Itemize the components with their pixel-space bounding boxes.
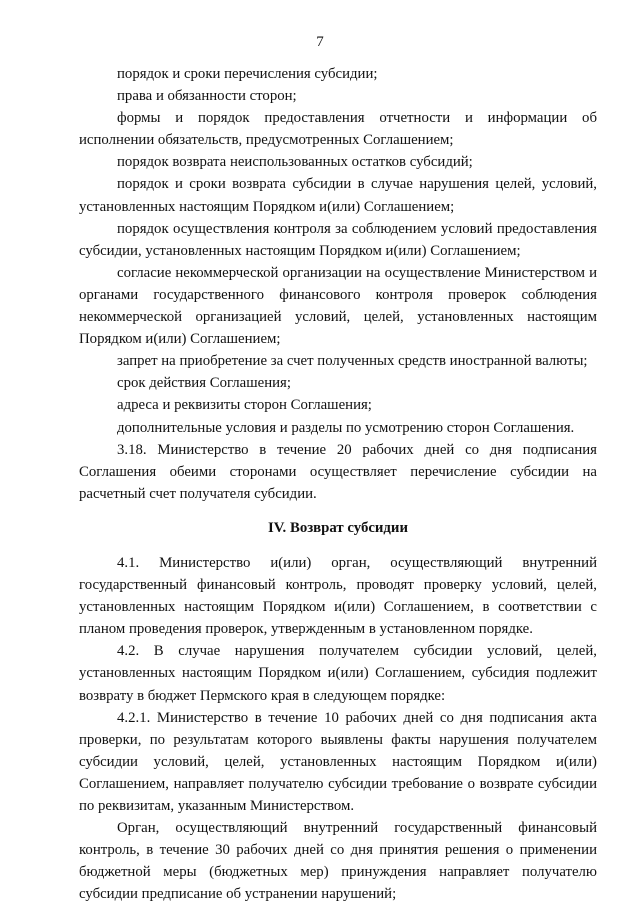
section-heading: IV. Возврат субсидии [268,519,408,536]
paragraph: 3.18. Министерство в течение 20 рабочих дней со дня подписания Соглашения обеими сторонами осуществляет перечисление субсидии на расчетный счет получателя субсидии. [79,441,597,502]
paragraph: срок действия Соглашения; [117,375,291,392]
paragraph: права и обязанности сторон; [117,88,297,105]
paragraph: дополнительные условия и разделы по усмотрению сторон Соглашения. [117,419,575,436]
paragraph: запрет на приобретение за счет полученных средств иностранной валюты; [117,353,588,370]
paragraph: формы и порядок предоставления отчетности и информации об исполнении обязательств, предусмотренных Соглашением; [79,110,597,149]
paragraph: порядок осуществления контроля за соблюдением условий предоставления субсидии, установленных настоящим Порядком и(или) Соглашением; [79,220,597,259]
paragraph: 4.2. В случае нарушения получателем субсидии условий, целей, установленных настоящим Порядком и(или) Соглашением, субсидия подлежит возврату в бюджет Пермского края в следующем порядке: [79,643,597,704]
paragraph: порядок возврата неиспользованных остатков субсидий; [117,154,473,171]
paragraph: адреса и реквизиты сторон Соглашения; [117,397,372,414]
paragraph: согласие некоммерческой организации на осуществление Министерством и органами государственного финансового контроля проверок соблюдения некоммерческой организацией условий, целей, установленных настоящим Порядком и(или) Соглашением; [79,264,597,348]
document-body [79,63,597,905]
paragraph: Орган, осуществляющий внутренний государственный финансовый контроль, в течение 30 рабочих дней со дня принятия решения о применении бюджетной меры (бюджетных мер) принуждения направляет получателю субсидии предписание об устранении нарушений; [79,820,597,903]
paragraph: порядок и сроки перечисления субсидии; [117,66,378,82]
page-number: 7 [316,34,324,50]
paragraph: 4.2.1. Министерство в течение 10 рабочих дней со дня подписания акта проверки, по результатам которого выявлены факты нарушения получателем субсидии условий, целей, установленных настоящим Порядком и(или) Соглашением, направляет получателю субсидии требование о возврате субсидии по реквизитам, указанным Министерством. [79,709,597,814]
paragraph: порядок и сроки возврата субсидии в случае нарушения целей, условий, установленных настоящим Порядком и(или) Соглашением; [79,176,597,215]
paragraph: 4.1. Министерство и(или) орган, осуществляющий внутренний государственный финансовый контроль, проводят проверку условий, целей, установленных настоящим Порядком и(или) Соглашением, в соответствии с планом проведения проверок, утвержденным в установленном порядке. [79,554,597,638]
